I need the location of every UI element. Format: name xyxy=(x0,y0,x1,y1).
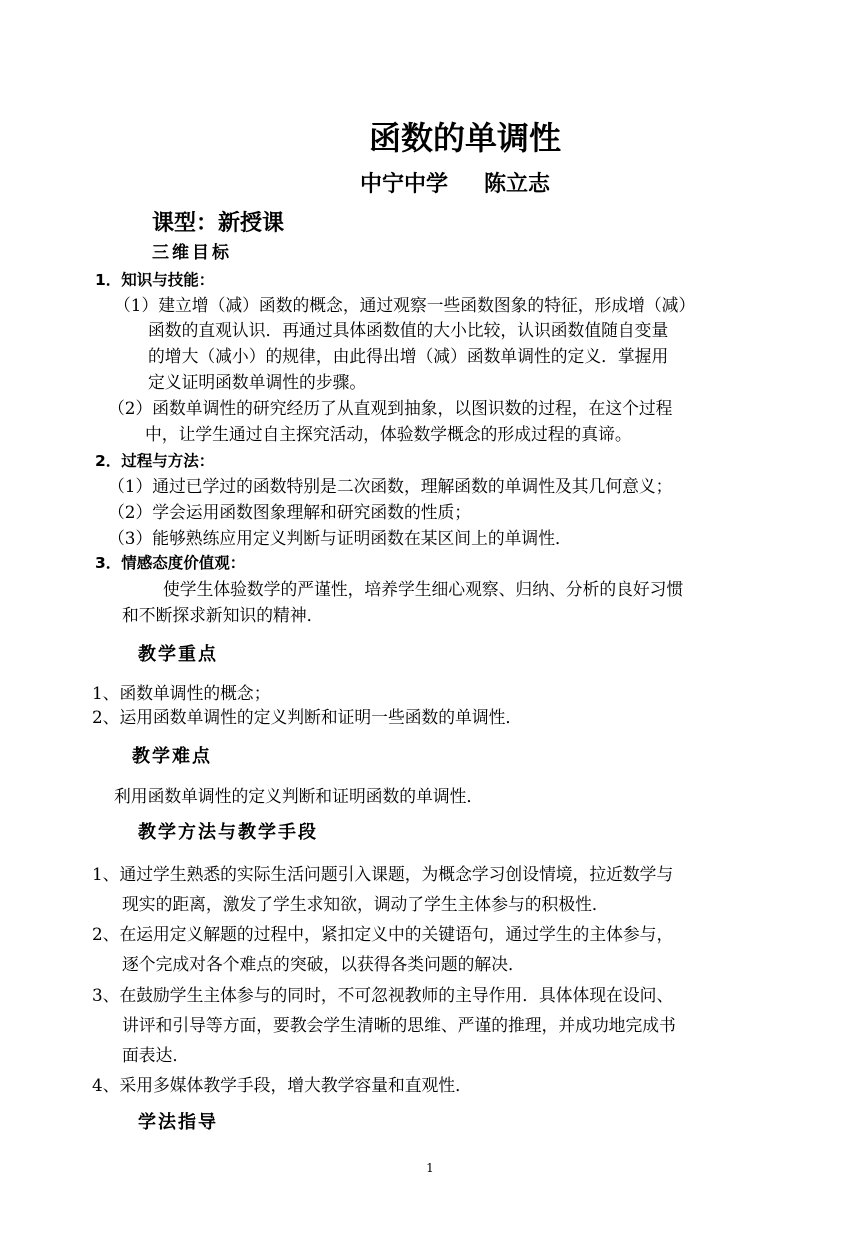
objectives-heading: 三维目标 xyxy=(152,243,232,263)
study-guide-heading: 学法指导 xyxy=(138,1112,218,1133)
author-line xyxy=(0,174,860,196)
method-line: 现实的距离，激发了学生求知欲，调动了学生主体参与的积极性． xyxy=(122,894,609,914)
difficulties-text: 利用函数单调性的定义判断和证明函数的单调性． xyxy=(114,786,484,806)
key-point-item: 1、函数单调性的概念； xyxy=(92,683,271,703)
knowledge-p1-line: 函数的直观认识．再通过具体函数值的大小比较，认识函数值随自变量 xyxy=(148,320,669,340)
knowledge-heading: 1．知识与技能： xyxy=(95,271,215,289)
method-line: 1、通过学生熟悉的实际生活问题引入课题，为概念学习创设情境，拉近数学与 xyxy=(92,864,674,884)
process-item: （3）能够熟练应用定义判断与证明函数在某区间上的单调性． xyxy=(108,528,572,548)
method-line: 逐个完成对各个难点的突破，以获得各类问题的解决． xyxy=(122,954,525,974)
method-line: 2、在运用定义解题的过程中，紧扣定义中的关键语句，通过学生的主体参与， xyxy=(92,924,674,944)
difficulties-heading: 教学难点 xyxy=(132,746,212,767)
key-point-item: 2、运用函数单调性的定义判断和证明一些函数的单调性． xyxy=(92,707,523,727)
knowledge-p1-line: （1）建立增（减）函数的概念，通过观察一些函数图象的特征，形成增（减） xyxy=(114,295,696,315)
page-number: 1 xyxy=(426,1161,434,1175)
method-line: 4、采用多媒体教学手段，增大教学容量和直观性． xyxy=(92,1075,472,1095)
author-name: 陈立志 xyxy=(484,172,551,197)
emotion-line: 使学生体验数学的严谨性，培养学生细心观察、归纳、分析的良好习惯 xyxy=(163,579,684,599)
knowledge-p2-line: 中，让学生通过自主探究活动，体验数学概念的形成过程的真谛。 xyxy=(145,424,632,444)
process-heading: 2．过程与方法： xyxy=(95,452,215,470)
school-name: 中宁中学 xyxy=(359,172,448,197)
key-points-heading: 教学重点 xyxy=(138,644,218,665)
methods-heading: 教学方法与教学手段 xyxy=(138,822,318,843)
document-title: 函数的单调性 xyxy=(368,119,561,157)
method-line: 3、在鼓励学生主体参与的同时，不可忽视教师的主导作用．具体体现在设问、 xyxy=(92,985,674,1005)
method-line: 讲评和引导等方面，要教会学生清晰的思维、严谨的推理，并成功地完成书 xyxy=(122,1015,676,1035)
course-type: 课型：新授课 xyxy=(152,211,285,236)
knowledge-p1-line: 的增大（减小）的规律，由此得出增（减）函数单调性的定义．掌握用 xyxy=(148,346,669,366)
emotion-heading: 3．情感态度价值观： xyxy=(95,554,246,572)
process-item: （2）学会运用函数图象理解和研究函数的性质； xyxy=(108,502,472,522)
emotion-line: 和不断探求新知识的精神． xyxy=(122,605,324,625)
knowledge-p1-line: 定义证明函数单调性的步骤。 xyxy=(148,372,367,392)
method-line: 面表达． xyxy=(122,1045,190,1065)
knowledge-p2-line: （2）函数单调性的研究经历了从直观到抽象，以图识数的过程，在这个过程 xyxy=(108,398,673,418)
process-item: （1）通过已学过的函数特别是二次函数，理解函数的单调性及其几何意义； xyxy=(108,476,673,496)
